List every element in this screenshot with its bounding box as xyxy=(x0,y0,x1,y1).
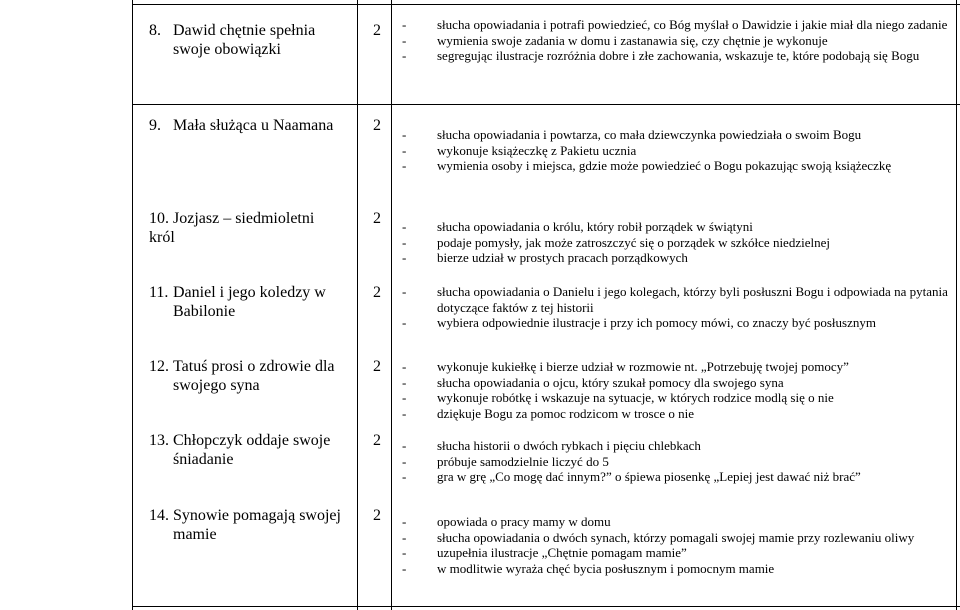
table-border-bottom xyxy=(132,606,960,607)
lesson-title-line: Synowie pomagają swojej xyxy=(173,507,341,524)
lesson-title xyxy=(149,209,344,247)
goal-item: - słucha opowiadania i potrafi powiedzieć, co Bóg myślał o Dawidzie i jakie miał dla niego zadanie xyxy=(402,17,952,33)
lesson-title-line: śniadanie xyxy=(173,451,234,468)
goal-item: - wykonuje robótkę i wskazuje na sytuacje, w których rodzice modlą się o nie xyxy=(402,390,952,406)
lesson-number: 9. xyxy=(149,117,161,134)
goal-item: - dziękuje Bogu za pomoc rodzicom w trosce o nie xyxy=(402,406,952,422)
lesson-title-line: swojego syna xyxy=(173,377,260,394)
lesson-number: 11. xyxy=(149,284,169,301)
goal-item: - słucha opowiadania o ojcu, który szukał pomocy dla swojego syna xyxy=(402,375,952,391)
lesson-title-line: Dawid chętnie spełnia xyxy=(173,22,316,39)
table-border-top xyxy=(132,4,960,5)
goal-item: - uzupełnia ilustracje „Chętnie pomagam mamie” xyxy=(402,545,952,561)
goal-item: - opowiada o pracy mamy w domu xyxy=(402,514,952,530)
lesson-number: 10. xyxy=(149,210,169,227)
goal-item: - wymienia osoby i miejsca, gdzie może powiedzieć o Bogu pokazując swoją książeczkę xyxy=(402,158,952,174)
lesson-title-line: Babilonie xyxy=(173,303,236,320)
table-border-right xyxy=(956,0,957,610)
goal-item: - segregując ilustracje rozróżnia dobre i złe zachowania, wskazuje te, które podobają się Bogu xyxy=(402,48,952,64)
lesson-title xyxy=(149,116,344,135)
lesson-hours: 2 xyxy=(373,432,381,449)
row-divider xyxy=(132,104,960,105)
lesson-goals xyxy=(402,514,952,576)
goal-item: - słucha opowiadania i powtarza, co mała dziewczynka powiedziała o swoim Bogu xyxy=(402,127,952,143)
lesson-number: 12. xyxy=(149,358,169,375)
goal-item: - słucha historii o dwóch rybkach i pięciu chlebkach xyxy=(402,438,952,454)
lesson-title-line: Jozjasz – siedmioletni król xyxy=(149,210,315,246)
lesson-hours: 2 xyxy=(373,507,381,524)
goal-item: - słucha opowiadania o Danielu i jego kolegach, którzy byli posłuszni Bogu i odpowiada na pytania dotyczące faktów z tej historii xyxy=(402,284,952,315)
goal-item: - wymienia swoje zadania w domu i zastanawia się, czy chętnie je wykonuje xyxy=(402,33,952,49)
goal-item: - słucha opowiadania o królu, który robił porządek w świątyni xyxy=(402,219,952,235)
lesson-goals xyxy=(402,438,952,485)
lesson-goals xyxy=(402,284,952,331)
lesson-title-line: Mała służąca u Naamana xyxy=(173,117,334,134)
lesson-number: 8. xyxy=(149,22,161,39)
lesson-hours: 2 xyxy=(373,210,381,227)
lesson-number: 13. xyxy=(149,432,169,449)
lesson-goals xyxy=(402,127,952,174)
goal-item: - wykonuje książeczkę z Pakietu ucznia xyxy=(402,143,952,159)
goal-item: - wybiera odpowiednie ilustracje i przy ich pomocy mówi, co znaczy być posłusznym xyxy=(402,315,952,331)
goal-item: - próbuje samodzielnie liczyć do 5 xyxy=(402,454,952,470)
lesson-title-line: Chłopczyk oddaje swoje xyxy=(173,432,331,449)
lesson-title-line: swoje obowiązki xyxy=(173,41,281,58)
lesson-title-line: Tatuś prosi o zdrowie dla xyxy=(173,358,335,375)
table-border-left xyxy=(132,0,133,610)
lesson-title xyxy=(149,357,344,395)
lesson-goals xyxy=(402,359,952,421)
lesson-hours: 2 xyxy=(373,358,381,375)
lesson-title-line: Daniel i jego koledzy w xyxy=(173,284,326,301)
column-divider-1 xyxy=(357,0,358,610)
goal-item: - gra w grę „Co mogę dać innym?” o śpiewa piosenkę „Lepiej jest dawać niż brać” xyxy=(402,469,952,485)
lesson-hours: 2 xyxy=(373,22,381,39)
lesson-hours: 2 xyxy=(373,117,381,134)
lesson-goals xyxy=(402,219,952,266)
lesson-title xyxy=(149,431,344,469)
goal-item: - bierze udział w prostych pracach porządkowych xyxy=(402,250,952,266)
lesson-title xyxy=(149,506,344,544)
lesson-goals xyxy=(402,17,952,64)
lesson-hours: 2 xyxy=(373,284,381,301)
goal-item: - słucha opowiadania o dwóch synach, którzy pomagali swojej mamie przy rozlewaniu oliwy xyxy=(402,530,952,546)
lesson-title xyxy=(149,21,344,59)
lesson-title-line: mamie xyxy=(173,526,217,543)
lesson-number: 14. xyxy=(149,507,169,524)
goal-item: - w modlitwie wyraża chęć bycia posłusznym i pomocnym mamie xyxy=(402,561,952,577)
lesson-title xyxy=(149,283,344,321)
column-divider-2 xyxy=(391,0,392,610)
goal-item: - podaje pomysły, jak może zatroszczyć się o porządek w szkółce niedzielnej xyxy=(402,235,952,251)
goal-item: - wykonuje kukiełkę i bierze udział w rozmowie nt. „Potrzebuję twojej pomocy” xyxy=(402,359,952,375)
